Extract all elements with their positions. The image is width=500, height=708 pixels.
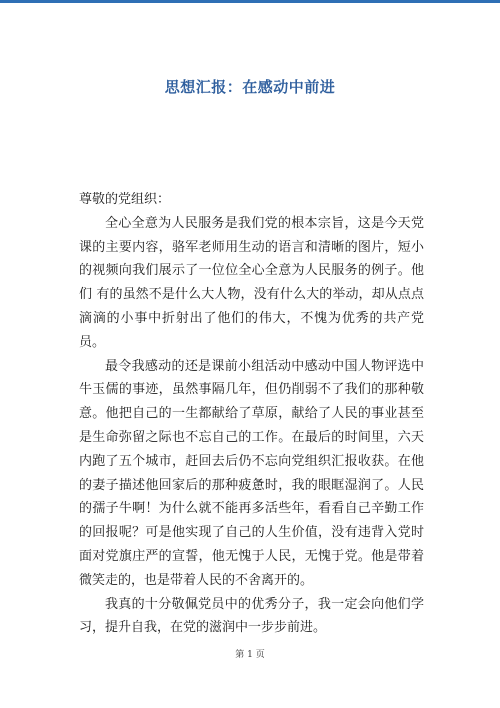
top-rule [0,0,500,3]
salutation: 尊敬的党组织： [79,192,171,207]
paragraph-1: 全心全意为人民服务是我们党的根本宗旨，这是今天党课的主要内容，骆军老师用生动的语言和清晰的图片，短小的视频向我们展示了一位位全心全意为人民服务的例子。他们 有的虽然不是什么大人物，没有什么大的举动，却从点点滴滴的小事中折射出了他们的伟大，不愧为优秀的共产党员。 [79,215,424,350]
paragraph-3: 我真的十分敬佩党员中的优秀分子，我一定会向他们学习，提升自我，在党的滋润中一步步前进。 [79,596,424,636]
page-number: 第 1 页 [235,650,265,660]
document-body [79,188,424,640]
page-title: 思想汇报：在感动中前进 [164,78,336,96]
paragraph-2: 最令我感动的还是课前小组活动中感动中国人物评选中牛玉儒的事迹，虽然事隔几年，但仍削弱不了我们的那种敬意。他把自己的一生都献给了草原，献给了人民的事业甚至是生命弥留之际也不忘自己的工作。在最后的时间里，六天内跑了五个城市，赶回去后仍不忘向党组织汇报收获。在他的妻子描述他回家后的那种疲惫时，我的眼眶湿润了。人民的孺子牛啊！为什么就不能再多活些年，看看自己辛勤工作的回报呢？可是他实现了自己的人生价值，没有违背入党时面对党旗庄严的宣誓，他无愧于人民，无愧于党。他是带着微笑走的，也是带着人民的不舍离开的。 [79,358,424,588]
